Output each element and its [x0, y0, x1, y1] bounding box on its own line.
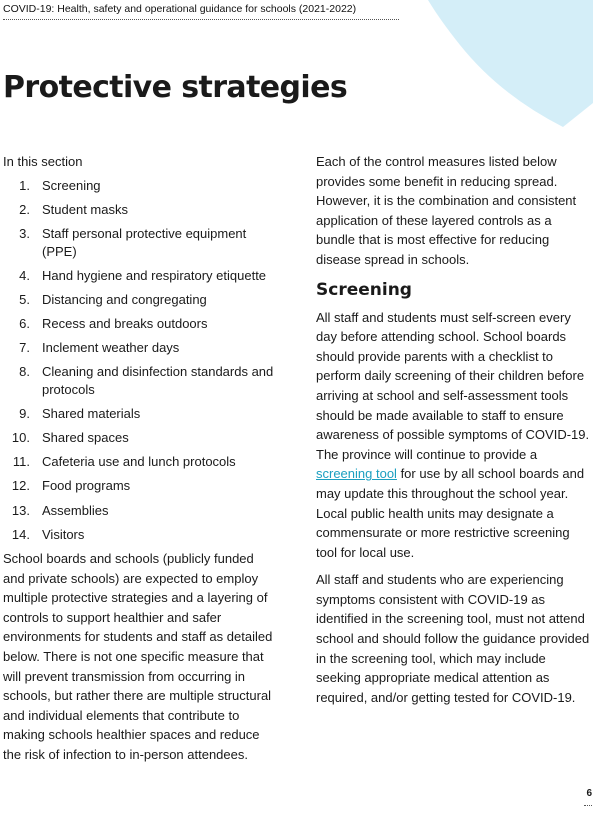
section-list-number: 2. [19, 201, 30, 217]
page-number: 6 [586, 788, 592, 799]
screening-paragraph-1 [316, 308, 592, 563]
section-list-label: Distancing and congregating [42, 291, 207, 307]
section-list-number: 6. [19, 315, 30, 331]
right-column [316, 152, 592, 715]
section-list-number: 11. [12, 454, 30, 470]
section-list-label: Screening [42, 177, 101, 193]
section-list-label: Inclement weather days [42, 340, 180, 356]
section-list-number: 8. [19, 364, 30, 380]
section-list-label: Visitors [42, 526, 85, 542]
section-list-item[interactable] [3, 338, 279, 358]
section-list-label: Shared materials [42, 405, 141, 421]
header-divider [3, 19, 399, 20]
section-list-label: Hand hygiene and respiratory etiquette [42, 267, 267, 283]
screening-heading: Screening [316, 279, 412, 300]
page-number-divider [584, 805, 592, 806]
screening-tool-link[interactable]: screening tool [316, 466, 397, 482]
section-list-item[interactable] [3, 200, 279, 220]
section-list-label: Assemblies [42, 502, 109, 518]
section-list-label: Food programs [42, 478, 131, 494]
page-title: Protective strategies [3, 70, 348, 105]
section-list-label: Student masks [42, 201, 128, 217]
section-list-item[interactable] [3, 362, 279, 399]
section-list-item[interactable] [3, 404, 279, 424]
section-list-number: 14. [11, 526, 30, 542]
screening-paragraph-2: All staff and students who are experiencing symptoms consistent with COVID-19 as identified in the screening tool, must not attend school and should follow the guidance provided in the screening tool, which may include seeking appropriate medical attention as required, and/or getting tested for COVID-19. [316, 572, 590, 705]
section-list-number: 1. [19, 177, 30, 193]
section-list-number: 3. [19, 225, 30, 241]
section-list-number: 13. [11, 502, 30, 518]
section-list-item[interactable] [3, 428, 279, 448]
in-this-section-label: In this section [3, 154, 83, 169]
section-list-item[interactable] [3, 525, 279, 545]
section-list-item[interactable] [3, 501, 279, 521]
control-measures-paragraph: Each of the control measures listed below provides some benefit in reducing spread. However, it is the combination and consistent application of these layered controls as a bundle that is most effective for reducing disease spread in schools. [316, 154, 577, 267]
section-list-number: 4. [19, 267, 30, 283]
section-list-number: 9. [19, 405, 30, 421]
section-list-item[interactable] [3, 266, 279, 286]
section-list-item[interactable] [3, 476, 279, 496]
screening-text-after-link: for use by all school boards and may update this throughout the school year. Local public health units may designate a commensurate or more restrictive screening tool for local use. [316, 466, 585, 560]
section-list-label: Staff personal protective equipment (PPE) [42, 225, 247, 259]
section-list-label: Cleaning and disinfection standards and protocols [42, 364, 274, 398]
section-list-number: 12. [11, 478, 30, 494]
section-list-item[interactable] [3, 314, 279, 334]
section-list-item[interactable] [3, 224, 279, 261]
document-header-title: COVID-19: Health, safety and operational guidance for schools (2021-2022) [3, 3, 357, 15]
screening-text-before-link: All staff and students must self-screen every day before attending school. School boards should provide parents with a checklist to perform daily screening of their children before arriving at school and self-assessment tools should be made available to staff to ensure awareness of possible symptoms of COVID-19. The province will continue to provide a [316, 309, 590, 462]
left-column [3, 152, 279, 765]
section-list-item[interactable] [3, 452, 279, 472]
section-list-item[interactable] [3, 176, 279, 196]
section-list-number: 7. [19, 340, 30, 356]
section-list-item[interactable] [3, 290, 279, 310]
section-contents-list [3, 176, 279, 545]
intro-paragraph: School boards and schools (publicly funded and private schools) are expected to employ multiple protective strategies and a layering of controls to support healthier and safer environments for students and staff as detailed below. There is not one specific measure that will prevent transmission from occurring in schools, but rather there are multiple structural and individual elements that contribute to making schools healthier spaces and reduce the risk of infection to in-person attendees. [3, 551, 273, 762]
section-list-number: 10. [11, 430, 30, 446]
section-list-label: Recess and breaks outdoors [42, 315, 208, 331]
section-list-number: 5. [19, 291, 30, 307]
section-list-label: Shared spaces [42, 430, 129, 446]
section-list-label: Cafeteria use and lunch protocols [42, 454, 236, 470]
